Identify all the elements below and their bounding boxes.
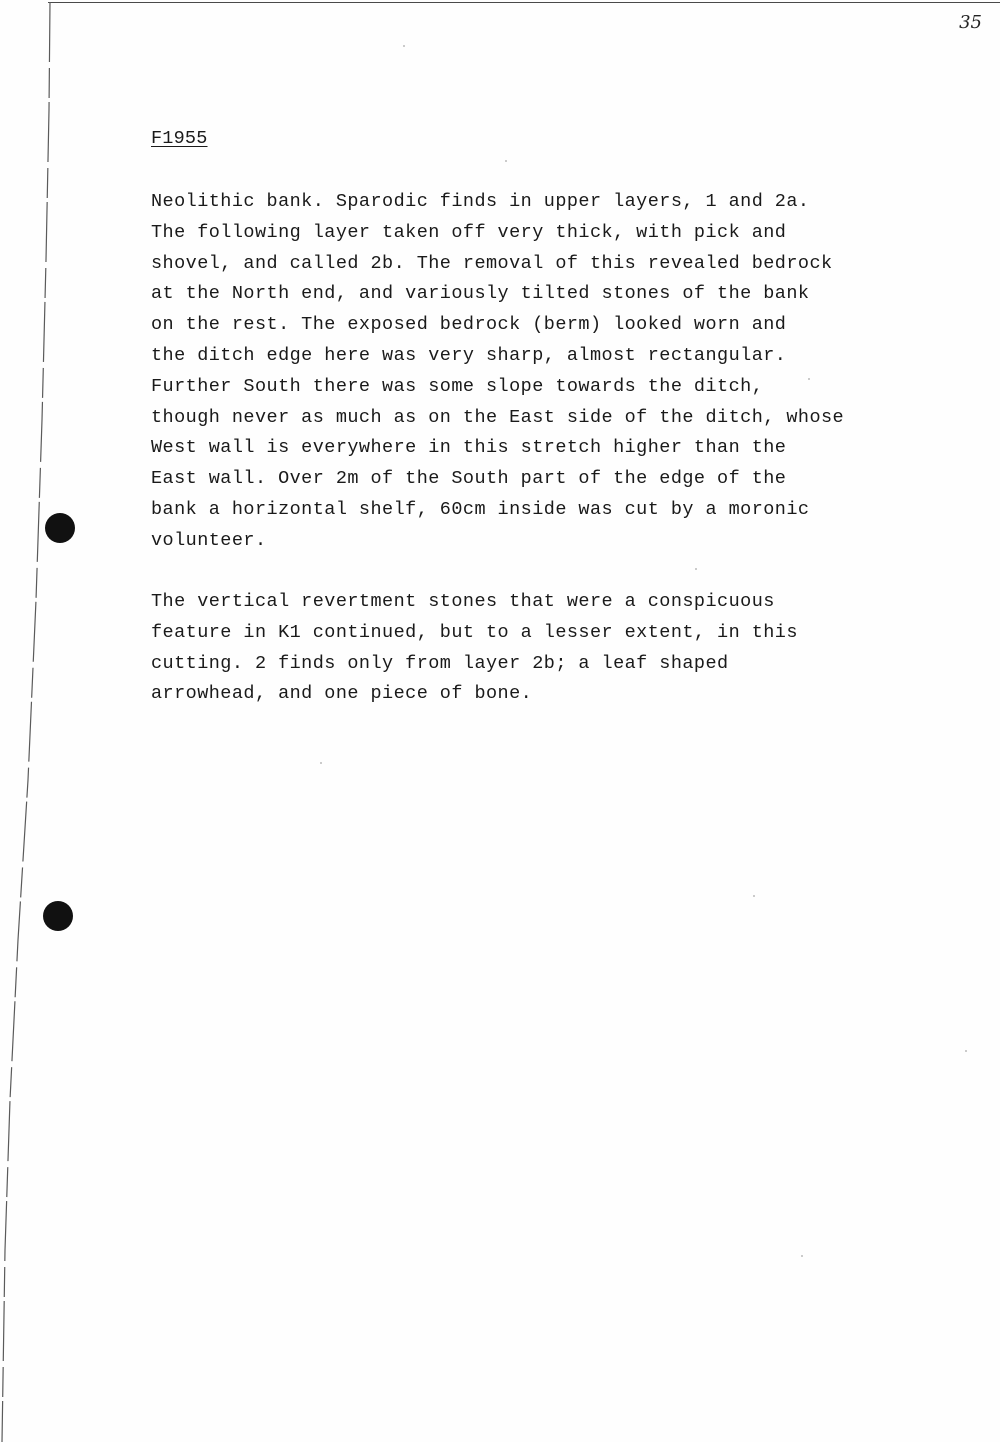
section-heading: F1955 xyxy=(151,128,208,149)
scan-speck xyxy=(695,568,697,570)
scan-speck xyxy=(403,45,405,47)
body-paragraph: The vertical revertment stones that were a conspicuous feature in K1 continued, but to a lesser extent, in this cutting. 2 finds only from layer 2b; a leaf shaped arrowhead, and one piece of bone. xyxy=(151,591,798,705)
punch-hole-icon xyxy=(43,901,73,931)
scan-speck xyxy=(320,762,322,764)
body-paragraph: Neolithic bank. Sparodic finds in upper layers, 1 and 2a. The following layer taken off very thick, with pick and shovel, and called 2b. The removal of this revealed bedrock at the North end, and variously tilted stones of the bank on the rest. The exposed bedrock (berm) looked worn and the ditch edge here was very sharp, almost rectangular. Further South there was some slope towards the ditch, though never as much as on the East side of the ditch, whose West wall is everywhere in this stretch higher than the East wall. Over 2m of the South part of the edge of the bank a horizontal shelf, 60cm inside was cut by a moronic volunteer. xyxy=(151,191,845,551)
scan-speck xyxy=(801,1255,803,1257)
scan-speck xyxy=(505,160,507,162)
page-number: 35 xyxy=(959,12,982,33)
scan-speck xyxy=(753,895,755,897)
scan-speck xyxy=(965,1050,967,1052)
punch-hole-icon xyxy=(45,513,75,543)
scan-speck xyxy=(808,378,810,380)
